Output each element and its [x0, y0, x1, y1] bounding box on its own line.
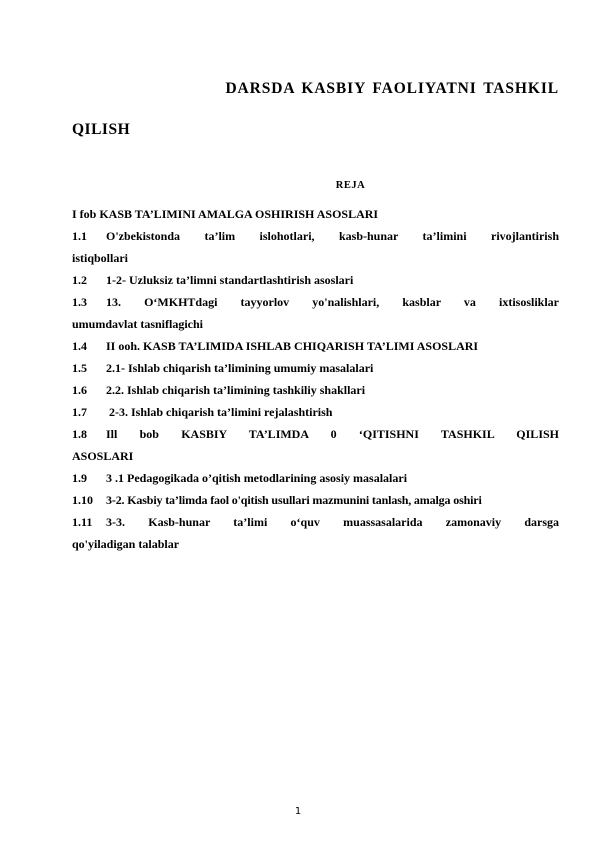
plan-item-number: 1.1	[72, 229, 87, 243]
plan-item-text: 3 .1 Pedagogikada o’qitish metodlarining asosiy masalalari	[106, 471, 408, 485]
plan-item-number: 1.8	[72, 427, 87, 441]
plan-item-text: 1-2- Uzluksiz ta’limni standartlashtirish asoslari	[106, 273, 354, 287]
plan-item	[72, 467, 559, 489]
plan-item-text: 2-3. Ishlab chiqarish ta’limini rejalashtirish	[106, 405, 333, 419]
plan-item-continuation: istiqbollari	[72, 251, 129, 265]
plan-item-number: 1.5	[72, 361, 87, 375]
document-title-line-1: DARSDA KASBIY FAOLIYATNI TASHKIL	[225, 80, 559, 97]
document-title-line-2: QILISH	[72, 121, 131, 138]
plan-item-number: 1.11	[72, 515, 93, 529]
plan-item-number: 1.7	[72, 405, 87, 419]
plan-item-text: 13. O‘MKHTdagi tayyorlov yo'nalishlari, kasblar va ixtisosliklar	[106, 295, 559, 309]
plan-item-number: 1.2	[72, 273, 87, 287]
plan-item	[72, 401, 559, 423]
plan-item	[72, 423, 559, 445]
plan-item-continuation: umumdavlat tasniflagichi	[72, 317, 204, 331]
plan-item-text: 2.1- Ishlab chiqarish ta’limining umumiy masalalari	[106, 361, 374, 375]
plan-item	[72, 269, 559, 291]
plan-item-text: 2.2. Ishlab chiqarish ta’limining tashkiliy shakllari	[106, 383, 366, 397]
plan-item	[72, 489, 559, 511]
plan-item-text: 3-3. Kasb-hunar ta’limi o‘quv muassasalarida zamonaviy darsga	[106, 515, 559, 529]
plan-item-number: 1.4	[72, 339, 87, 353]
plan-item-number: 1.3	[72, 295, 87, 309]
plan-item-number: 1.10	[72, 493, 93, 507]
plan-item-number: 1.6	[72, 383, 87, 397]
plan-item	[72, 291, 559, 313]
plan-item	[72, 225, 559, 247]
plan-item-number: 1.9	[72, 471, 87, 485]
plan-item	[72, 357, 559, 379]
plan-heading: REJA	[335, 180, 366, 191]
page-number: 1	[294, 806, 302, 817]
plan-item	[72, 379, 559, 401]
plan-item-text: II ooh. KASB TA’LIMIDA ISHLAB CHIQARISH TA’LIMI ASOSLARI	[106, 339, 479, 353]
plan-item	[72, 511, 559, 533]
plan-item-continuation: qo'yiladigan talablar	[72, 537, 180, 551]
plan-item-text: 3-2. Kasbiy ta’limda faol o'qitish usullari mazmunini tanlash, amalga oshiri	[106, 493, 482, 507]
plan-list	[72, 203, 559, 555]
plan-intro: I fob KASB TA’LIMINI AMALGA OSHIRISH ASOSLARI	[72, 207, 379, 221]
plan-item-text: Ill bob KASBIY TA’LIMDA 0 ‘QITISHNI TASHKIL QILISH	[106, 427, 559, 441]
plan-item	[72, 335, 559, 357]
plan-item-continuation: ASOSLARI	[72, 449, 134, 463]
plan-item-text: O'zbekistonda ta’lim islohotlari, kasb-hunar ta’limini rivojlantirish	[106, 229, 559, 243]
